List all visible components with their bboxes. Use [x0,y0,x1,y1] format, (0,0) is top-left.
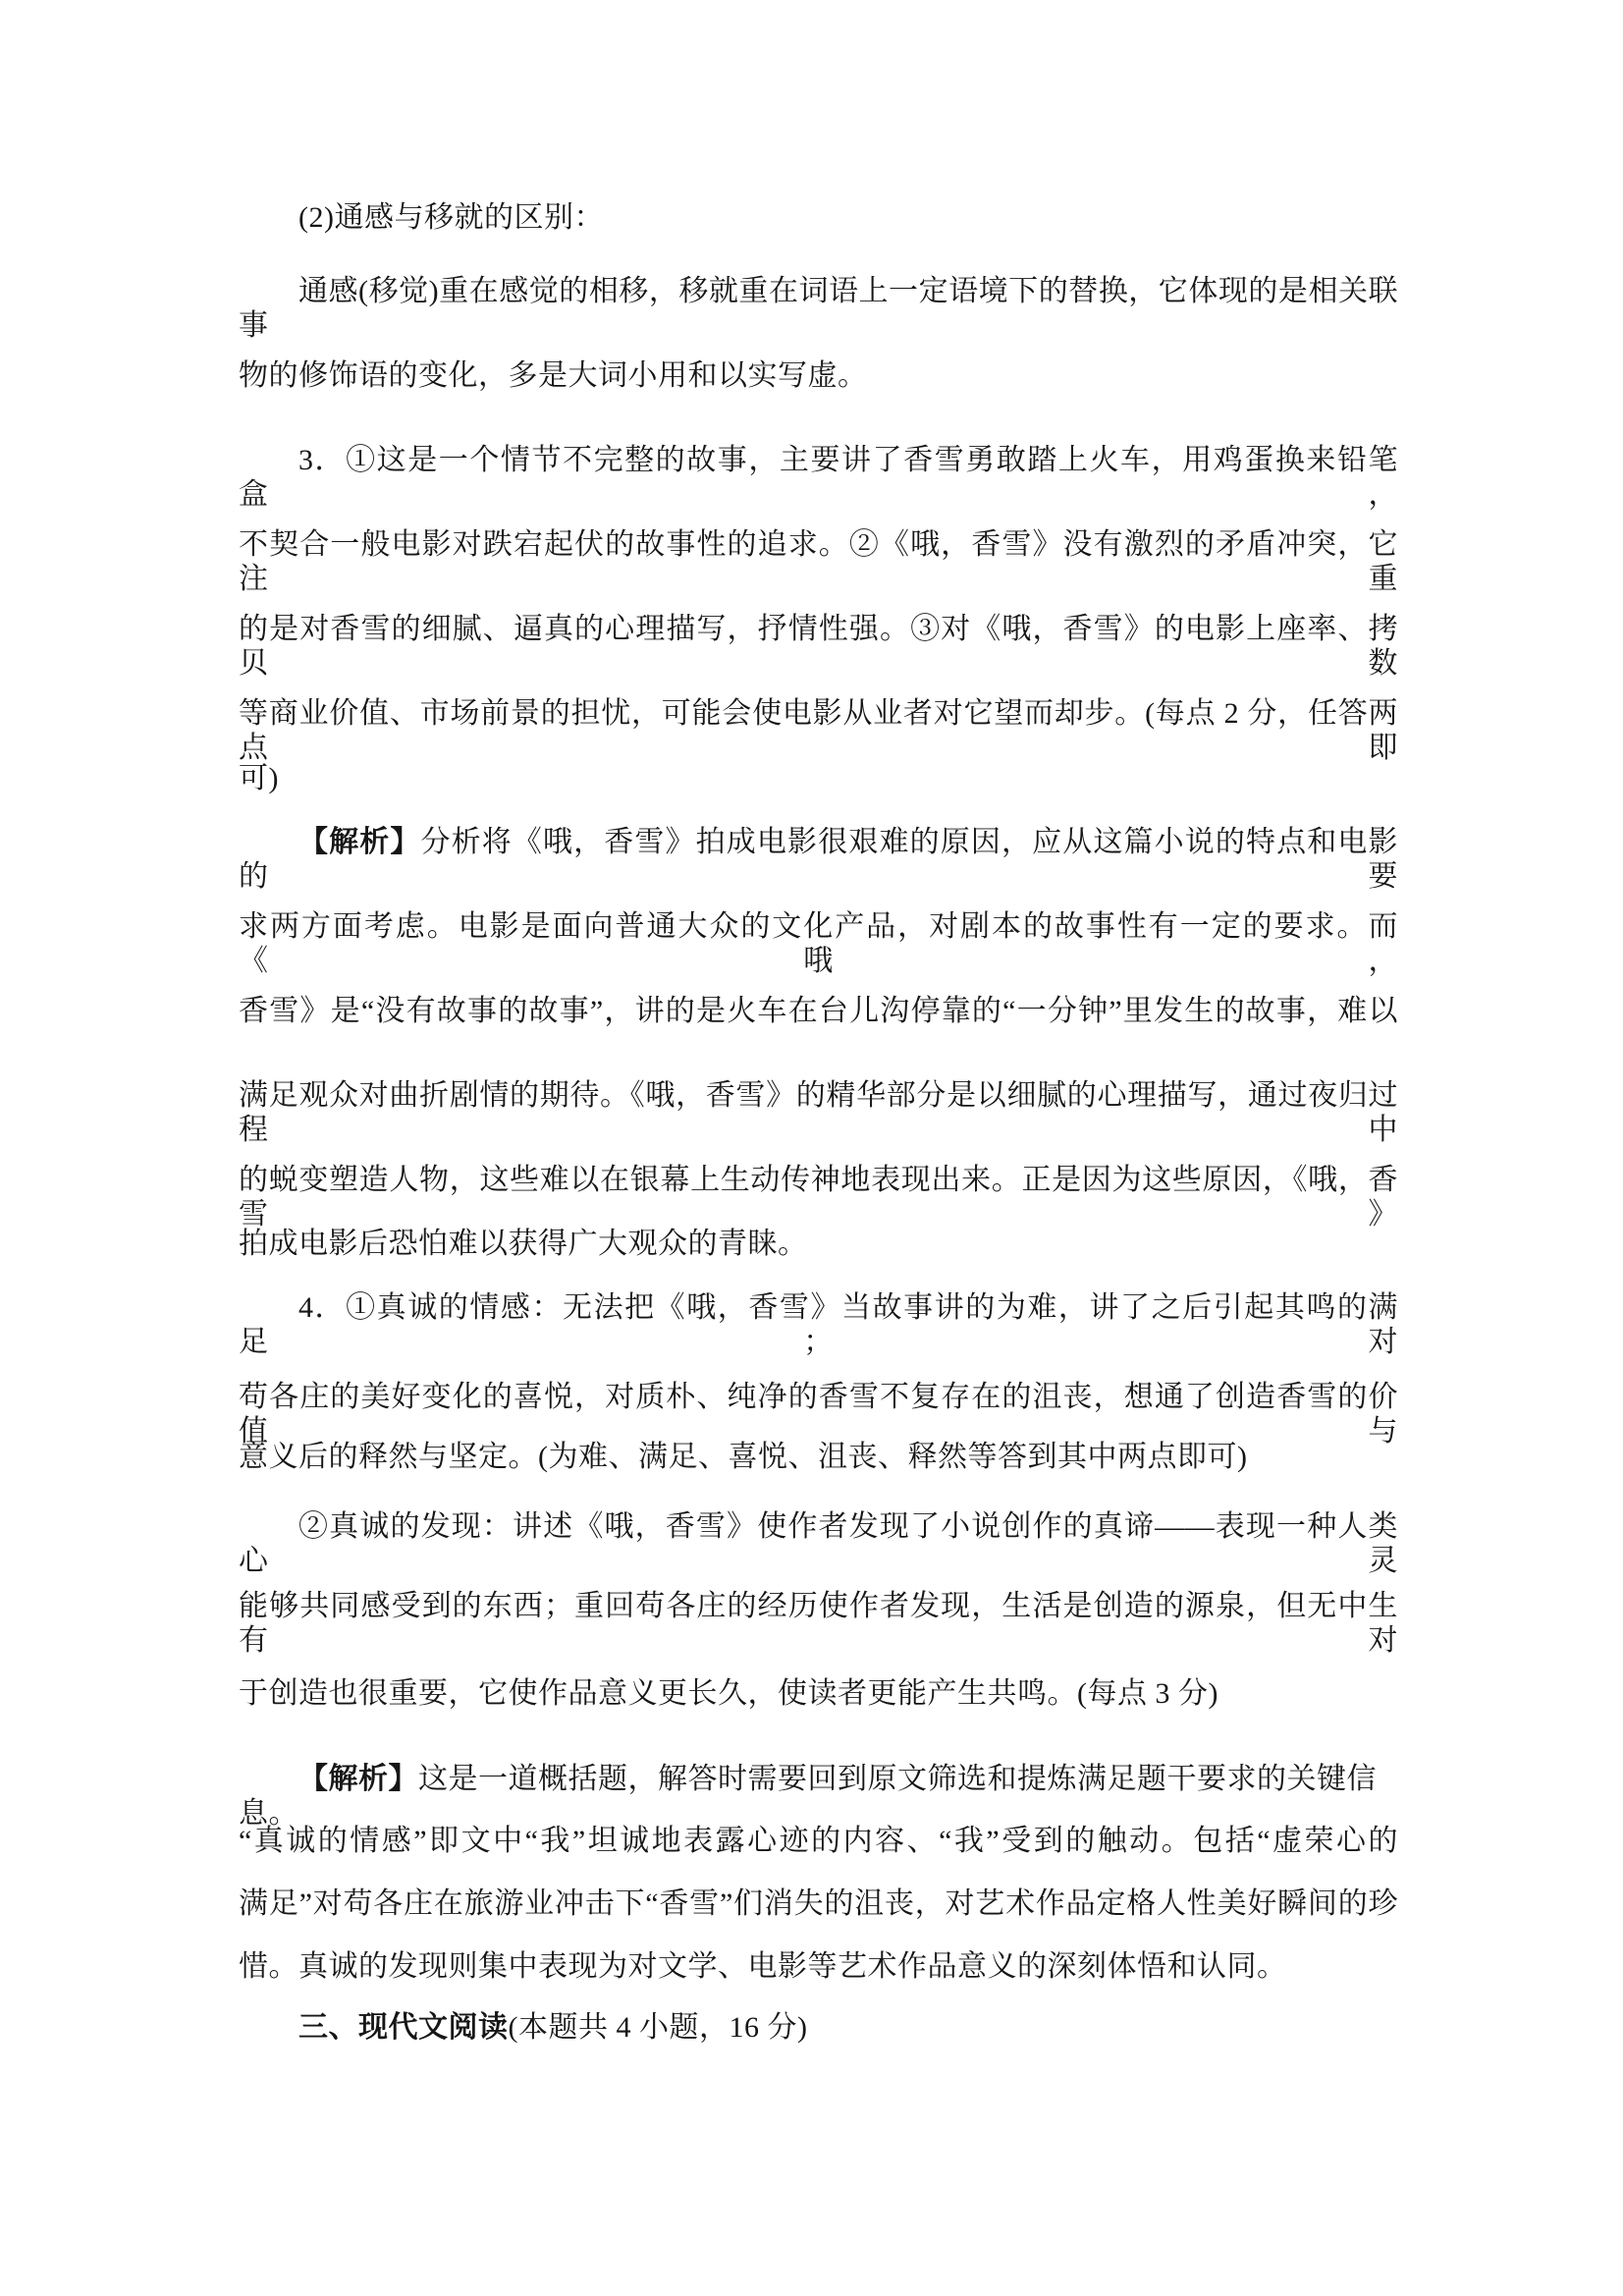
text-line [239,1887,1398,1922]
text-line [239,2011,1398,2046]
body-text: 物的修饰语的变化，多是大词小用和以实写虚。 [239,359,868,392]
body-text: 这是一道概括题，解答时需要回到原文筛选和提炼满足题干要求的关键信息。 [239,1763,1377,1830]
bold-text: 【解析】 [298,1763,418,1795]
text-line [239,1950,1398,1985]
text-line [239,1164,1398,1231]
body-text: 拍成电影后恐怕难以获得广大观众的青睐。 [239,1228,808,1260]
body-text: 等商业价值、市场前景的担忧，可能会使电影从业者对它望而却步。(每点 2 分，任答两点即 [239,697,1398,764]
text-line [239,613,1398,681]
body-text: 通感(移觉)重在感觉的相移，移就重在词语上一定语境下的替换，它体现的是相关联事 [239,275,1398,342]
text-line [239,1825,1398,1859]
body-text: 满足”对苟各庄在旅游业冲击下“香雪”们消失的沮丧，对艺术作品定格人性美好瞬间的珍 [239,1887,1398,1920]
body-text: (2)通感与移就的区别： [298,201,604,234]
text-line [239,201,1398,236]
text-line [239,697,1398,765]
text-line [239,910,1398,978]
text-line [239,1079,1398,1147]
text-line [239,1763,1398,1831]
text-line [239,1510,1398,1578]
body-text: 惜。真诚的发现则集中表现为对文学、电影等艺术作品意义的深刻体悟和认同。 [239,1950,1287,1983]
text-line [239,762,1398,796]
body-text: 求两方面考虑。电影是面向普通大众的文化产品，对剧本的故事性有一定的要求。而《哦， [239,910,1398,977]
body-text: “真诚的情感”即文中“我”坦诚地表露心迹的内容、“我”受到的触动。包括“虚荣心的 [239,1825,1398,1857]
body-text: 可) [239,762,279,794]
text-line [239,1381,1398,1449]
text-line [239,1677,1398,1712]
body-text: (本题共 4 小题，16 分) [508,2011,808,2044]
body-text: 意义后的释然与坚定。(为难、满足、喜悦、沮丧、释然等答到其中两点即可) [239,1441,1248,1473]
text-line [239,995,1398,1029]
body-text: 的是对香雪的细腻、逼真的心理描写，抒情性强。③对《哦，香雪》的电影上座率、拷贝数 [239,613,1398,680]
bold-text: 三、现代文阅读 [298,2011,509,2044]
body-text: 不契合一般电影对跌宕起伏的故事性的追求。②《哦，香雪》没有激烈的矛盾冲突，它注重 [239,528,1398,595]
body-text: 分析将《哦，香雪》拍成电影很艰难的原因，应从这篇小说的特点和电影的要 [239,826,1399,893]
text-line [239,275,1398,343]
body-text: ②真诚的发现：讲述《哦，香雪》使作者发现了小说创作的真谛——表现一种人类心灵 [239,1510,1398,1577]
text-line [239,359,1398,394]
text-line [239,444,1398,512]
text-line [239,1590,1398,1658]
body-text: 于创造也很重要，它使作品意义更长久，使读者更能产生共鸣。(每点 3 分) [239,1677,1218,1710]
body-text: 满足观众对曲折剧情的期待。《哦，香雪》的精华部分是以细腻的心理描写，通过夜归过程中 [239,1079,1398,1146]
text-line [239,1291,1398,1359]
body-text: 3．①这是一个情节不完整的故事，主要讲了香雪勇敢踏上火车，用鸡蛋换来铅笔盒， [239,444,1398,511]
body-text: 香雪》是“没有故事的故事”，讲的是火车在台儿沟停靠的“一分钟”里发生的故事，难以 [239,995,1398,1027]
text-line [239,1441,1398,1475]
text-line [239,826,1398,894]
text-line [239,528,1398,596]
text-line [239,1228,1398,1262]
body-text: 4．①真诚的情感：无法把《哦，香雪》当故事讲的为难，讲了之后引起其鸣的满足；对 [239,1291,1398,1358]
body-text: 能够共同感受到的东西；重回苟各庄的经历使作者发现，生活是创造的源泉，但无中生有对 [239,1590,1398,1657]
body-text: 苟各庄的美好变化的喜悦，对质朴、纯净的香雪不复存在的沮丧，想通了创造香雪的价值与 [239,1381,1398,1448]
bold-text: 【解析】 [298,826,421,858]
body-text: 的蜕变塑造人物，这些难以在银幕上生动传神地表现出来。正是因为这些原因，《哦，香雪》 [239,1164,1398,1230]
